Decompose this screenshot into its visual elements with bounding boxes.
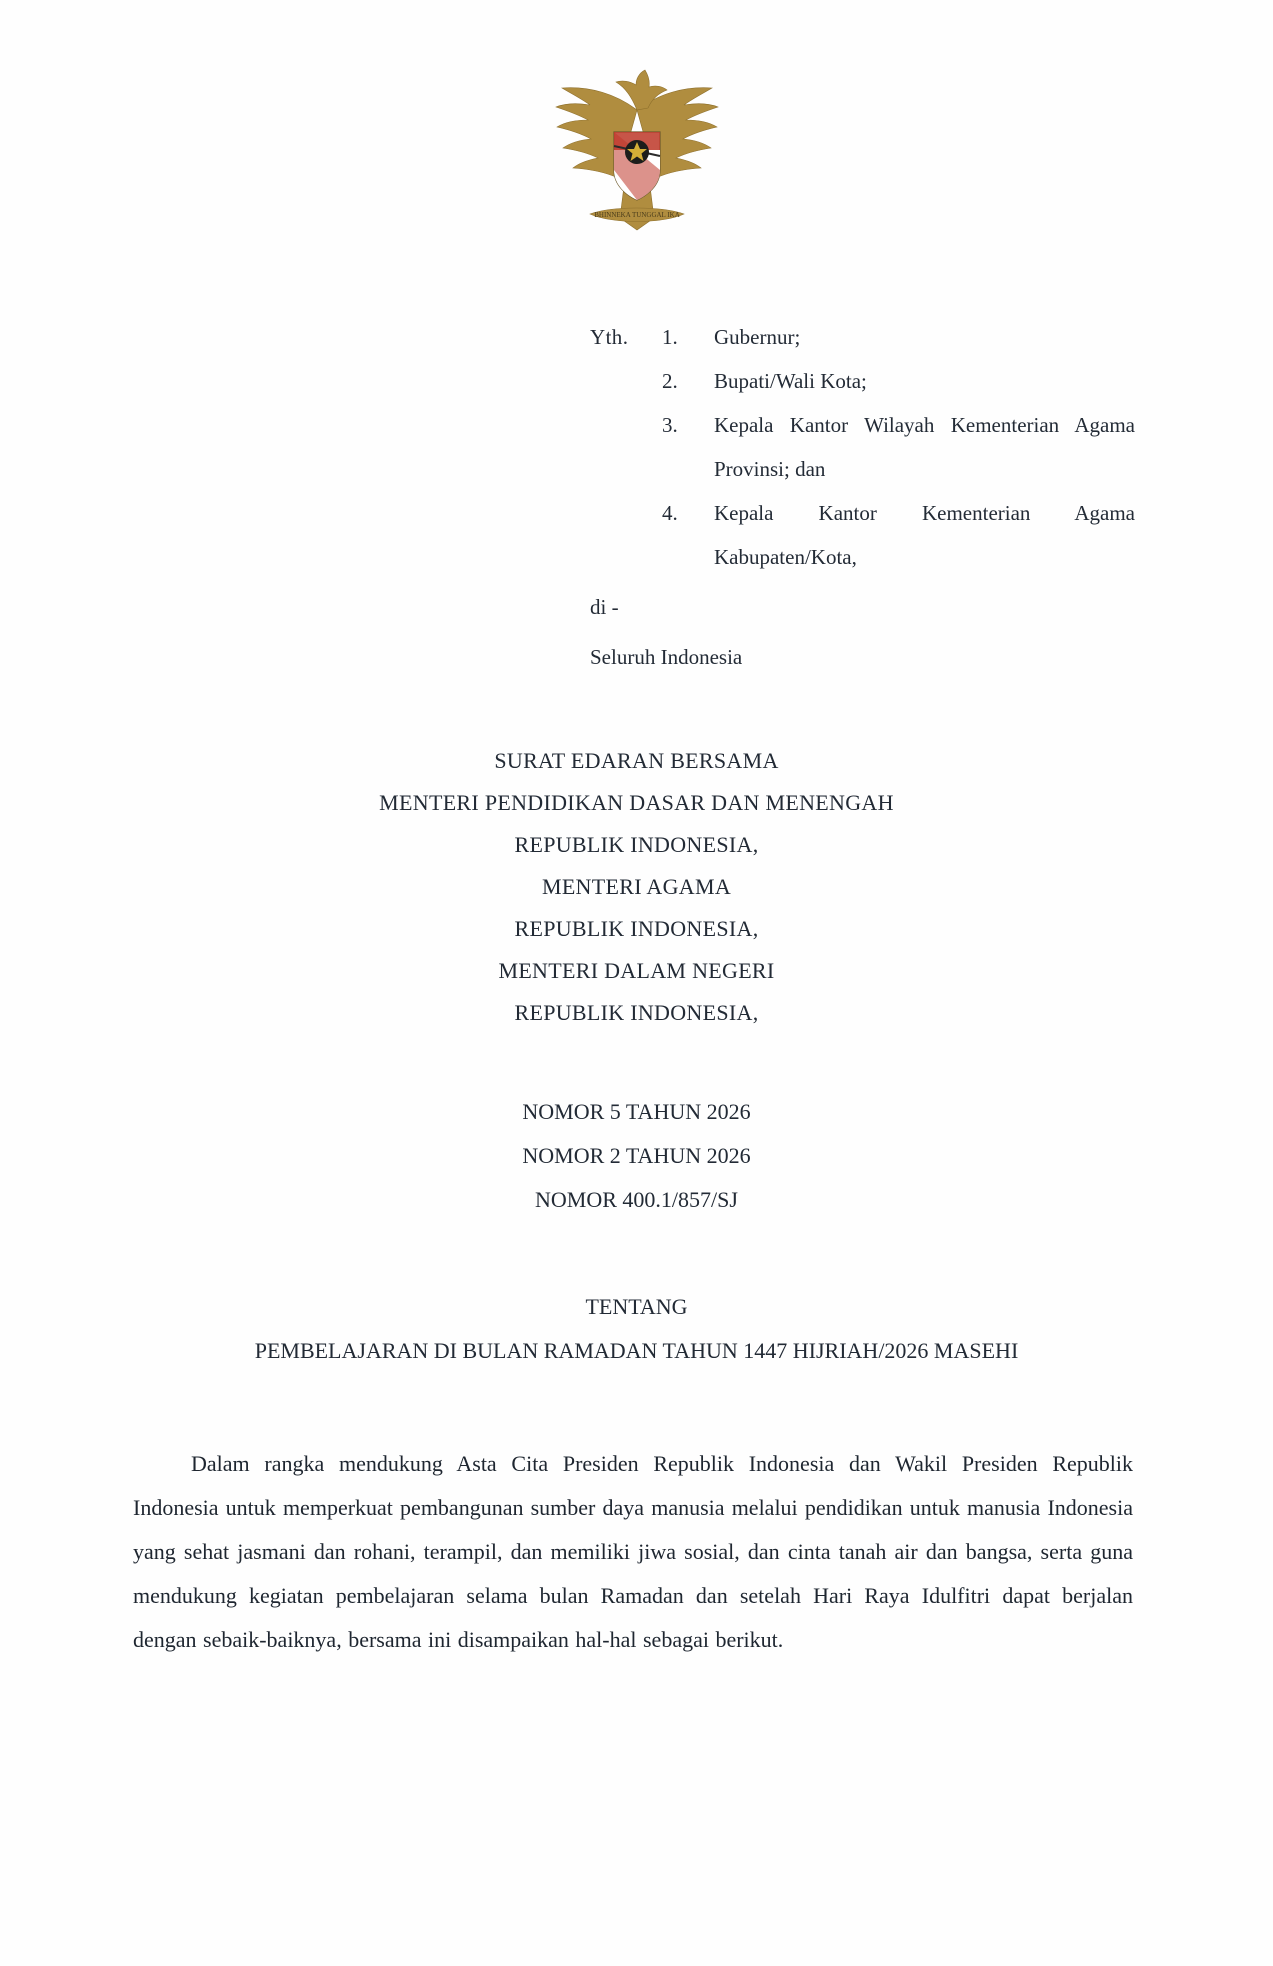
document-number: NOMOR 2 TAHUN 2026 (522, 1143, 751, 1168)
title-block (0, 740, 1273, 1034)
addressee-row (590, 359, 1135, 403)
addressee-text: Kepala Kantor Wilayah Kementerian Agama Provinsi; dan (714, 413, 1135, 481)
title-line: MENTERI PENDIDIKAN DASAR DAN MENENGAH (379, 790, 894, 815)
svg-text:BHINNEKA TUNGGAL IKA: BHINNEKA TUNGGAL IKA (593, 211, 680, 219)
title-line: REPUBLIK INDONESIA, (514, 832, 759, 857)
document-numbers (0, 1090, 1273, 1222)
title-line: REPUBLIK INDONESIA, (514, 916, 759, 941)
addressee-block (590, 315, 1135, 679)
addressee-salutation: Yth. (590, 325, 629, 349)
body-paragraph: Dalam rangka mendukung Asta Cita Presiden Republik Indonesia dan Wakil Presiden Republik Indonesia untuk memperkuat pembangunan sumber daya manusia melalui pendidikan untuk manusia Indonesia yang sehat jasmani dan rohani, terampil, dan memiliki jiwa sosial, dan cinta tanah air dan bangsa, serta guna mendukung kegiatan pembelajaran selama bulan Ramadan dan setelah Hari Raya Idulfitri dapat berjalan dengan sebaik-baiknya, bersama ini disampaikan hal-hal sebagai berikut. (133, 1451, 1133, 1652)
document-number: NOMOR 400.1/857/SJ (535, 1187, 738, 1212)
addressee-row (590, 491, 1135, 579)
addressee-row (590, 315, 1135, 359)
addressee-text: Gubernur; (714, 325, 801, 349)
emblem-container (0, 58, 1273, 233)
addressee-di: di - (590, 595, 619, 619)
addressee-number: 4. (662, 501, 678, 525)
title-line: REPUBLIK INDONESIA, (514, 1000, 759, 1025)
addressee-place: Seluruh Indonesia (590, 645, 743, 669)
document-number: NOMOR 5 TAHUN 2026 (522, 1099, 751, 1124)
title-line: MENTERI DALAM NEGERI (498, 958, 775, 983)
addressee-row (590, 403, 1135, 491)
document-subject: PEMBELAJARAN DI BULAN RAMADAN TAHUN 1447 HIJRIAH/2026 MASEHI (254, 1338, 1019, 1363)
addressee-text: Kepala Kantor Kementerian Agama Kabupaten/Kota, (714, 501, 1135, 569)
garuda-pancasila-emblem (542, 58, 732, 233)
addressee-number: 1. (662, 325, 678, 349)
subject-block (0, 1285, 1273, 1373)
addressee-text: Bupati/Wali Kota; (714, 369, 867, 393)
tentang-label: TENTANG (585, 1294, 688, 1319)
title-line: MENTERI AGAMA (541, 874, 732, 899)
addressee-number: 2. (662, 369, 678, 393)
title-line: SURAT EDARAN BERSAMA (494, 748, 779, 773)
addressee-number: 3. (662, 413, 678, 437)
